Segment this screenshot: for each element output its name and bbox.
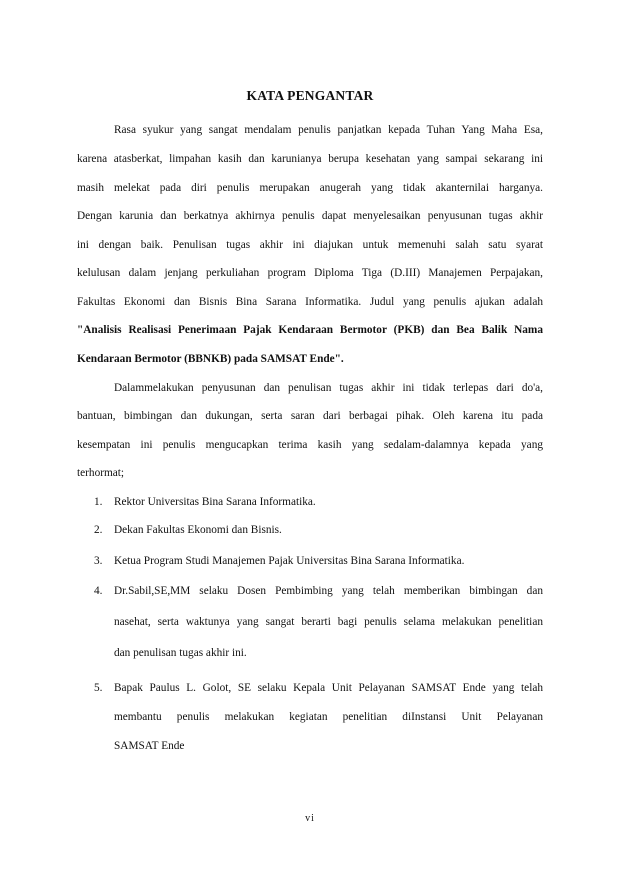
list-number: 4. [94, 585, 103, 597]
paragraph-line: Dalammelakukan penyusunan dan penulisan tugas akhir ini tidak terlepas dari do'a, [114, 382, 543, 394]
list-number: 3. [94, 555, 103, 567]
list-item: SAMSAT Ende [114, 740, 185, 752]
list-item: membantu penulis melakukan kegiatan penelitian diInstansi Unit Pelayanan [114, 711, 543, 723]
paragraph-line: masih melekat pada diri penulis merupakan anugerah yang tidak akanternilai harganya. [77, 182, 543, 194]
thesis-title-line: "Analisis Realisasi Penerimaan Pajak Kendaraan Bermotor (PKB) dan Bea Balik Nama [77, 324, 543, 336]
paragraph-line: Fakultas Ekonomi dan Bisnis Bina Sarana Informatika. Judul yang penulis ajukan adalah [77, 296, 543, 308]
paragraph-line: Dengan karunia dan berkatnya akhirnya penulis dapat menyelesaikan penyusunan tugas akhir [77, 210, 543, 222]
page-title: KATA PENGANTAR [246, 88, 374, 103]
list-item: Rektor Universitas Bina Sarana Informatika. [114, 496, 316, 508]
list-item: dan penulisan tugas akhir ini. [114, 647, 247, 659]
paragraph-line: ini dengan baik. Penulisan tugas akhir ini diajukan untuk memenuhi salah satu syarat [77, 239, 543, 251]
paragraph-line: kesempatan ini penulis mengucapkan terima kasih yang sedalam-dalamnya kepada yang [77, 439, 543, 451]
paragraph-line: karena atasberkat, limpahan kasih dan karunianya berupa kesehatan yang sampai sekarang ini [77, 153, 543, 165]
paragraph-line: kelulusan dalam jenjang perkuliahan program Diploma Tiga (D.III) Manajemen Perpajakan, [77, 267, 543, 279]
list-number: 2. [94, 524, 103, 536]
list-number: 5. [94, 682, 103, 694]
paragraph-line: terhormat; [77, 467, 125, 479]
list-item: Dekan Fakultas Ekonomi dan Bisnis. [114, 524, 282, 536]
list-item: Bapak Paulus L. Golot, SE selaku Kepala Unit Pelayanan SAMSAT Ende yang telah [114, 682, 543, 694]
list-item: Ketua Program Studi Manajemen Pajak Universitas Bina Sarana Informatika. [114, 555, 465, 567]
paragraph-line: Rasa syukur yang sangat mendalam penulis panjatkan kepada Tuhan Yang Maha Esa, [114, 124, 543, 136]
page-number: vi [305, 813, 315, 824]
list-number: 1. [94, 496, 103, 508]
thesis-title-line: Kendaraan Bermotor (BBNKB) pada SAMSAT Ende". [77, 353, 344, 365]
list-item: nasehat, serta waktunya yang sangat berarti bagi penulis selama melakukan penelitian [114, 616, 543, 628]
paragraph-line: bantuan, bimbingan dan dukungan, serta saran dari berbagai pihak. Oleh karena itu pada [77, 410, 543, 422]
list-item: Dr.Sabil,SE,MM selaku Dosen Pembimbing yang telah memberikan bimbingan dan [114, 585, 543, 597]
